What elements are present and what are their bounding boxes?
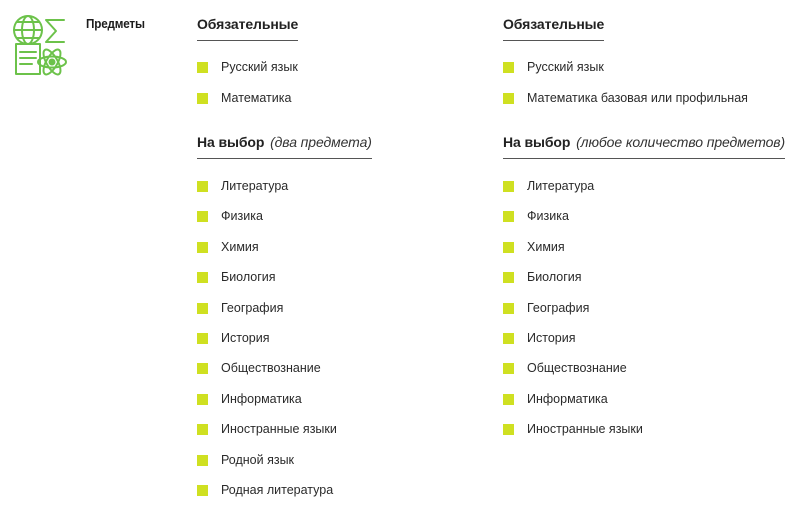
bullet-square-icon xyxy=(197,93,208,104)
choice-group xyxy=(197,134,372,513)
mandatory-list xyxy=(197,60,372,122)
subject-label: География xyxy=(527,300,590,315)
subject-label: Русский язык xyxy=(527,60,604,74)
bullet-square-icon xyxy=(197,303,208,314)
list-item xyxy=(197,270,372,300)
subject-label: Родная литература xyxy=(221,482,334,497)
choice-list xyxy=(197,179,372,513)
list-item xyxy=(503,179,785,209)
list-item xyxy=(197,179,372,209)
list-item xyxy=(503,361,785,391)
subject-label: География xyxy=(221,300,284,315)
bullet-square-icon xyxy=(503,333,514,344)
subject-label: Иностранные языки xyxy=(221,422,337,437)
mandatory-heading xyxy=(503,16,604,41)
bullet-square-icon xyxy=(503,394,514,405)
bullet-square-icon xyxy=(503,272,514,283)
bullet-square-icon xyxy=(197,455,208,466)
list-item xyxy=(197,60,372,91)
list-item xyxy=(197,240,372,270)
subject-label: Иностранные языки xyxy=(527,422,643,437)
bullet-square-icon xyxy=(197,333,208,344)
bullet-square-icon xyxy=(197,394,208,405)
subject-label: Физика xyxy=(221,209,263,224)
subject-label: Родной язык xyxy=(221,452,295,467)
list-item xyxy=(197,392,372,422)
list-item xyxy=(503,301,785,331)
list-item xyxy=(503,91,785,122)
choice-note: (два предмета) xyxy=(270,134,372,150)
list-item xyxy=(197,209,372,239)
list-item xyxy=(197,422,372,452)
mandatory-group xyxy=(503,16,785,134)
choice-list xyxy=(503,179,785,453)
list-item xyxy=(503,209,785,239)
mandatory-heading xyxy=(197,16,298,41)
list-item xyxy=(503,392,785,422)
subject-label: Литература xyxy=(527,179,595,193)
bullet-square-icon xyxy=(197,424,208,435)
choice-title: На выбор xyxy=(503,134,571,150)
subject-label: Обществознание xyxy=(527,361,627,376)
bullet-square-icon xyxy=(197,242,208,253)
bullet-square-icon xyxy=(197,62,208,73)
list-item xyxy=(503,270,785,300)
subject-label: Информатика xyxy=(527,391,608,406)
mandatory-title: Обязательные xyxy=(197,16,299,32)
subject-label: Химия xyxy=(221,239,259,254)
choice-heading xyxy=(503,134,785,159)
subject-label: Математика базовая или профильная xyxy=(527,91,748,105)
list-item xyxy=(503,240,785,270)
bullet-square-icon xyxy=(503,424,514,435)
bullet-square-icon xyxy=(503,363,514,374)
bullet-square-icon xyxy=(197,181,208,192)
bullet-square-icon xyxy=(197,211,208,222)
subject-label: Химия xyxy=(527,239,565,254)
bullet-square-icon xyxy=(503,181,514,192)
mandatory-group xyxy=(197,16,372,134)
section-label: Предметы xyxy=(86,16,145,31)
subject-label: Биология xyxy=(221,270,276,285)
choice-title: На выбор xyxy=(197,134,265,150)
choice-heading xyxy=(197,134,372,159)
subject-label: Математика xyxy=(221,91,292,105)
list-item xyxy=(197,361,372,391)
subject-label: Русский язык xyxy=(221,60,298,74)
bullet-square-icon xyxy=(503,242,514,253)
subject-label: История xyxy=(527,330,576,345)
subject-label: Литература xyxy=(221,179,289,193)
mandatory-title: Обязательные xyxy=(503,16,605,32)
education-subjects-icon xyxy=(6,10,72,82)
subject-label: Информатика xyxy=(221,391,302,406)
subject-label: Обществознание xyxy=(221,361,321,376)
bullet-square-icon xyxy=(503,62,514,73)
list-item xyxy=(503,422,785,452)
list-item xyxy=(197,453,372,483)
list-item xyxy=(503,60,785,91)
list-item xyxy=(503,331,785,361)
choice-group xyxy=(503,134,785,453)
subject-label: Физика xyxy=(527,209,569,224)
mandatory-list xyxy=(503,60,785,122)
list-item xyxy=(197,301,372,331)
list-item xyxy=(197,91,372,122)
bullet-square-icon xyxy=(197,272,208,283)
bullet-square-icon xyxy=(503,303,514,314)
bullet-square-icon xyxy=(197,485,208,496)
bullet-square-icon xyxy=(503,93,514,104)
list-item xyxy=(197,331,372,361)
bullet-square-icon xyxy=(197,363,208,374)
subject-label: История xyxy=(221,330,270,345)
list-item xyxy=(197,483,372,513)
choice-note: (любое количество предметов) xyxy=(576,134,786,150)
subjects-column-right xyxy=(503,16,785,453)
subject-label: Биология xyxy=(527,270,582,285)
subjects-column-left xyxy=(197,16,372,513)
bullet-square-icon xyxy=(503,211,514,222)
